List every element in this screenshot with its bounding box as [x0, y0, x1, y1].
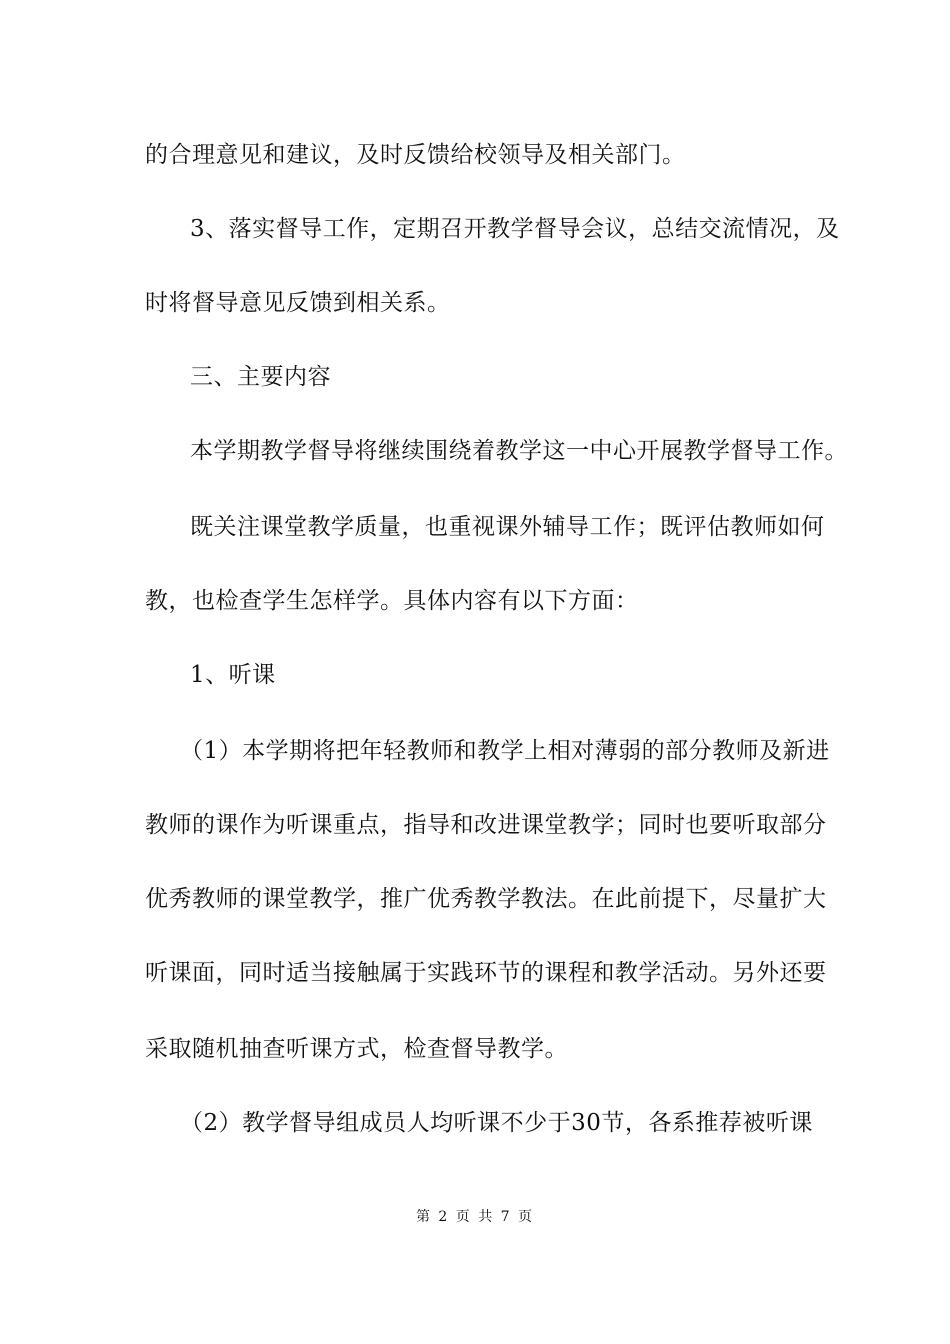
text-line: 既关注课堂教学质量，也重视课外辅导工作；既评估教师如何 — [190, 514, 825, 540]
text-line: （2）教学督导组成员人均听课不少于30节，各系推荐被听课 — [180, 1110, 813, 1136]
text-line: 听课面，同时适当接触属于实践环节的课程和教学活动。另外还要 — [145, 960, 827, 986]
text-line: 本学期教学督导将继续围绕着教学这一中心开展教学督导工作。 — [190, 438, 848, 464]
text-line: 教师的课作为听课重点，指导和改进课堂教学；同时也要听取部分 — [145, 812, 827, 838]
text-line: 采取随机抽查听课方式，检查督导教学。 — [145, 1036, 568, 1062]
text-line: 优秀教师的课堂教学，推广优秀教学教法。在此前提下，尽量扩大 — [145, 886, 827, 912]
page-number-footer: 第 2 页 共 7 页 — [415, 1209, 535, 1225]
text-line: 教，也检查学生怎样学。具体内容有以下方面： — [145, 588, 639, 614]
text-line: （1）本学期将把年轻教师和教学上相对薄弱的部分教师及新进 — [180, 738, 830, 764]
section-heading: 三、主要内容 — [190, 364, 331, 390]
text-line: 时将督导意见反馈到相关系。 — [145, 290, 451, 316]
subsection-heading: 1、听课 — [190, 662, 276, 688]
text-line: 的合理意见和建议，及时反馈给校领导及相关部门。 — [145, 142, 686, 168]
text-line: 3、落实督导工作，定期召开教学督导会议，总结交流情况，及 — [190, 216, 840, 242]
